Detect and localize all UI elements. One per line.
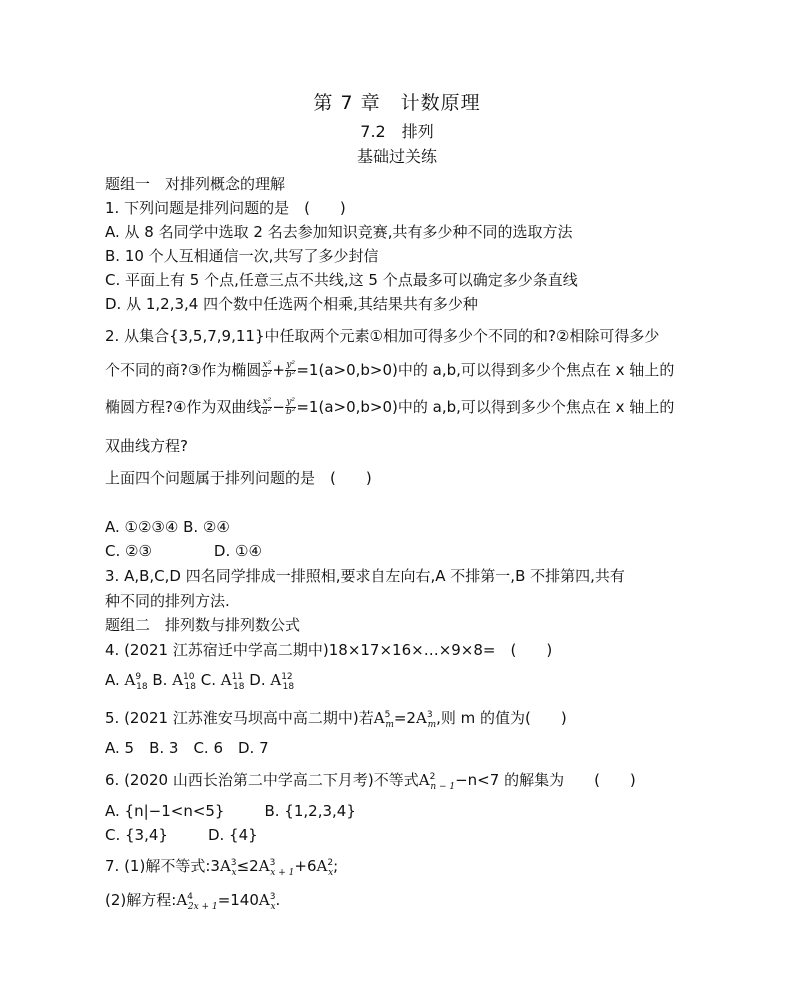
q2-options-row1: A. ①②③④ B. ②④ <box>105 518 230 536</box>
q6-option-b: B. {1,2,3,4} <box>264 802 356 820</box>
q7-part2: (2)解方程$:A^4_{2x + 1}=140A^3_x$. <box>105 891 281 912</box>
q1-option-b: B. 10 个人互相通信一次,共写了多少封信 <box>105 247 379 265</box>
q5-stem: 5. (2021 江苏淮安马坝高中高二期中)若$A^5_m=2A^3_m$,则 m 的值为( ) <box>105 709 567 730</box>
q1-option-c: C. 平面上有 5 个点,任意三点不共线,这 5 个点最多可以确定多少条直线 <box>105 271 578 289</box>
q7-part1: 7. (1)解不等式$:3A^3_x\le 2A^3_{x + 1}+6A^2_x$; <box>105 857 339 878</box>
q5-options: A. 5 B. 3 C. 6 D. 7 <box>105 739 269 757</box>
q2-line4: 双曲线方程? <box>105 437 188 455</box>
q2-options-row2 <box>105 541 734 561</box>
q6-stem: 6. (2020 山西长治第二中学高二下月考)不等式$A^2_{n - 1}-n<7$ 的解集为 ( ) <box>105 771 636 792</box>
section-title: 7.2 排列 <box>360 122 434 141</box>
q3-line2: 种不同的排列方法. <box>105 592 230 610</box>
ellipse-y-fraction: $\frac{\text{y²}}{\text{b²}}$ <box>285 360 296 380</box>
q2-option-d: D. ①④ <box>213 542 262 560</box>
q2-line3: 椭圆方程?④作为双曲线 $\frac{\text{x²}}{\text{a²}}$ − $\frac{\text{y²}}{\text{b²}}$ =1(a>0,b>0)中的 a,b,可以得到多少个焦点在 x 轴上的 <box>105 397 675 417</box>
exercise-title: 基础过关练 <box>356 147 437 166</box>
q3-line1: 3. A,B,C,D 四名同学排成一排照相,要求自左向右,A 不排第一,B 不排第四,共有 <box>105 567 625 585</box>
group1-heading: 题组一 对排列概念的理解 <box>105 175 286 193</box>
hyperbola-y-fraction: $\frac{\text{y²}}{\text{b²}}$ <box>285 397 296 417</box>
hyperbola-x-fraction: $\frac{\text{x²}}{\text{a²}}$ <box>262 397 272 417</box>
q4-stem: 4. (2021 江苏宿迁中学高二期中)18×17×16×…×9×8= ( ) <box>105 641 553 659</box>
q6-options-row1 <box>105 801 734 821</box>
q1-stem: 1. 下列问题是排列问题的是 ( ) <box>105 199 346 217</box>
q1-option-d: D. 从 1,2,3,4 四个数中任选两个相乘,其结果共有多少种 <box>105 295 478 313</box>
ellipse-x-fraction: $\frac{\text{x²}}{\text{a²}}$ <box>262 360 272 380</box>
q6-option-a: A. {n|−1<n<5} <box>105 802 225 820</box>
q4-options: A. $A^9_{18}$ B. $A^{10}_{18}$ C. $A^{11}_{18}$ D. $A^{12}_{18}$ <box>105 671 295 692</box>
q6-option-d: D. {4} <box>207 826 258 844</box>
group2-heading: 题组二 排列数与排列数公式 <box>105 616 301 634</box>
q1-option-a: A. 从 8 名同学中选取 2 名去参加知识竞赛,共有多少种不同的选取方法 <box>105 223 573 241</box>
chapter-title: 第 7 章 计数原理 <box>313 92 481 114</box>
q2-line2: 个不同的商?③作为椭圆 $\frac{\text{x²}}{\text{a²}}$ + $\frac{\text{y²}}{\text{b²}}$ =1(a>0,b>0)中的 a,b,可以得到多少个焦点在 x 轴上的 <box>105 360 675 380</box>
q2-option-c: C. ②③ <box>105 542 152 560</box>
q2-line1-text: 2. 从集合{3,5,7,9,11}中任取两个元素①相加可得多少个不同的和?②相除可得多少 <box>105 327 660 345</box>
q6-option-c: C. {3,4} <box>105 826 168 844</box>
q2-line5: 上面四个问题属于排列问题的是 ( ) <box>105 469 372 487</box>
q6-options-row2 <box>105 825 734 845</box>
